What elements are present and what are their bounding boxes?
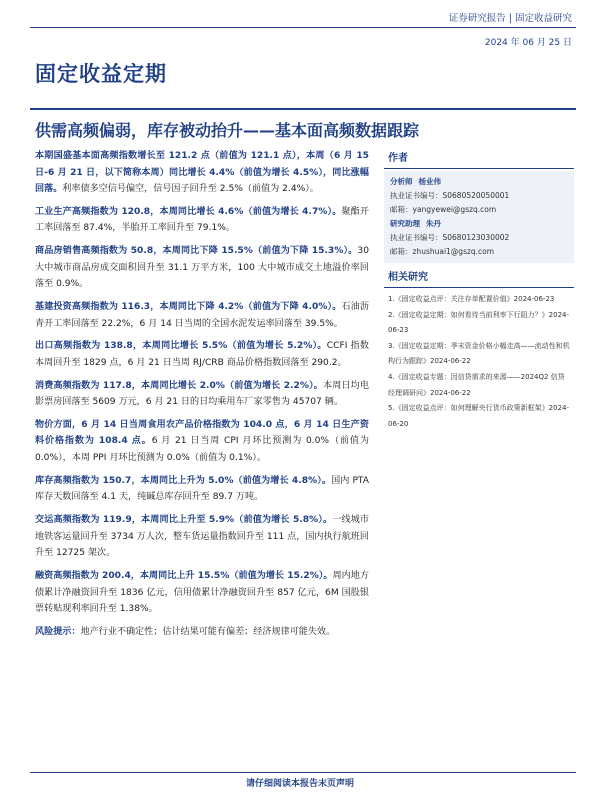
paragraph-highlight: 商品房销售高频指数为 50.8，本周同比下降 15.5%（前值为下降 15.3%）。 bbox=[35, 246, 358, 257]
author-entry bbox=[390, 217, 568, 231]
footer-divider bbox=[30, 772, 576, 773]
paragraph-text: 30 大中城市商品房成交面积回升至 31.1 万平方米，100 大中城市成交土地溢价率回落至 0.9%。 bbox=[35, 246, 369, 290]
summary-paragraph bbox=[35, 204, 369, 237]
report-date: 2024 年 06 月 25 日 bbox=[484, 38, 572, 48]
paragraph-text: 本周日均电影票房回落至 5609 万元，6 月 21 日的日均乘用车厂家零售为 45707 辆。 bbox=[35, 380, 369, 408]
summary-paragraph bbox=[35, 299, 369, 332]
summary-paragraph bbox=[35, 243, 369, 293]
paragraph-text: CCFI 指数本周回升至 1829 点，6 月 21 日当周 RJ/CRB 商品价格指数回落至 290.2。 bbox=[35, 341, 369, 368]
summary-paragraph bbox=[35, 417, 369, 467]
summary-paragraph bbox=[35, 148, 369, 198]
summary-paragraph bbox=[35, 338, 369, 371]
research-link[interactable]: 4.《固定收益专题：因信贷需求的来源——2024Q2 信贷经理调研问》2024-06-22 bbox=[388, 372, 565, 397]
paragraph-highlight: 基建投资高频指数为 116.3，本周同比下降 4.2%（前值为下降 4.0%）。 bbox=[35, 302, 342, 313]
sidebar bbox=[384, 147, 574, 432]
paragraph-text: 地产行业不确定性；估计结果可能有偏差；经济规律可能失效。 bbox=[80, 626, 336, 637]
related-research-heading: 相关研究 bbox=[384, 266, 574, 288]
summary-paragraph bbox=[35, 512, 369, 562]
paragraph-text: 石油沥青开工率回落至 22.2%，6 月 14 日当周的全国水泥发运率回落至 39.5%。 bbox=[35, 302, 369, 329]
doc-type-label: 证券研究报告 | 固定收益研究 bbox=[448, 13, 572, 24]
research-link[interactable]: 5.《固定收益点评：如何理解央行货币政策新框架》2024-06-20 bbox=[388, 404, 570, 428]
report-category: 固定收益定期 bbox=[35, 62, 167, 86]
paragraph-text: 国内 PTA 库存天数回落至 4.1 天，纯碱总库存回升至 89.7 万吨。 bbox=[35, 475, 369, 503]
paragraph-highlight: 库存高频指数为 150.7，本周同比上升为 5.0%（前值为增长 4.8%）。 bbox=[35, 475, 332, 486]
paragraph-highlight: 交运高频指数为 119.9，本周同比上升至 5.9%（前值为增长 5.8%）。 bbox=[35, 515, 333, 526]
author-role: 分析师 bbox=[390, 177, 413, 186]
author-entry bbox=[390, 175, 568, 189]
author-role: 研究助理 bbox=[390, 219, 420, 228]
research-link[interactable]: 1.《固定收益点评：关注存单配置价值》2024-06-23 bbox=[388, 295, 555, 303]
author-license: 执业证书编号：S0680123030002 bbox=[390, 233, 510, 242]
summary-body bbox=[35, 148, 369, 646]
research-link[interactable]: 2.《固定收益定期：如何看待当前利率下行阻力？》2024-06-23 bbox=[388, 310, 570, 335]
report-headline: 供需高频偏弱，库存被动抬升——基本面高频数据跟踪 bbox=[35, 121, 420, 140]
paragraph-highlight: 物价方面，6 月 14 日当周食用农产品价格指数为 104.0 点，6 月 14 日生产资料价格指数为 108.4 点。 bbox=[35, 419, 369, 447]
author-name: 杨业伟 bbox=[418, 177, 441, 186]
paragraph-highlight: 消费高频指数为 117.8，本周同比增长 2.0%（前值为增长 2.2%）。 bbox=[35, 380, 323, 391]
summary-paragraph bbox=[35, 378, 369, 411]
header-divider bbox=[30, 27, 576, 28]
authors-box bbox=[384, 171, 574, 263]
author-license: 执业证书编号：S0680520050001 bbox=[390, 191, 510, 200]
paragraph-highlight: 出口高频指数为 138.8，本周同比增长 5.5%（前值为增长 5.2%）。 bbox=[35, 341, 327, 352]
summary-paragraph bbox=[35, 568, 369, 618]
author-email: 邮箱：yangyewei@gszq.com bbox=[390, 205, 497, 214]
paragraph-text: 一线城市地铁客运量回升至 3734 万人次，整车货运量指数回升至 111 点，国内执行航班回升至 12725 架次。 bbox=[35, 515, 369, 559]
paragraph-text: 周内地方债累计净融资回升至 1836 亿元，信用债累计净融资回升至 857 亿元，6M 国股银票转贴现利率回升至 1.38%。 bbox=[35, 570, 369, 615]
research-link[interactable]: 3.《固定收益定期：季末资金价格小幅走高——流动性和机构行为跟踪》2024-06-22 bbox=[388, 341, 570, 366]
paragraph-text: 聚酯开工率回落至 87.4%，半胎开工率回升至 79.1%。 bbox=[35, 206, 369, 234]
footer-disclaimer: 请仔细阅读本报告末页声明 bbox=[245, 779, 354, 789]
risk-warning bbox=[35, 624, 369, 641]
paragraph-text: 利率债多空信号偏空，信号因子回升至 2.5%（前值为 2.4%）。 bbox=[62, 184, 319, 195]
author-name: 朱丹 bbox=[426, 219, 441, 228]
paragraph-text: 6 月 21 日当周 CPI 月环比预测为 0.0%（前值为 0.0%），本周 PPI 月环比预测为 0.0%（前值为 0.1%）。 bbox=[35, 436, 369, 464]
paragraph-highlight: 本期国盛基本面高频指数增长至 121.2 点（前值为 121.1 点），本周（6 月 15 日-6 月 21 日，以下简称本周）同比增长 4.4%（前值为增长 4.5%），同比涨幅回落。 bbox=[35, 151, 369, 195]
paragraph-highlight: 融资高频指数为 200.4，本周同比上升 15.5%（前值为增长 15.2%）。 bbox=[35, 570, 333, 581]
related-research-list bbox=[384, 288, 574, 432]
title-divider bbox=[30, 108, 576, 110]
paragraph-highlight: 工业生产高频指数为 120.8，本周同比增长 4.6%（前值为增长 4.7%）。 bbox=[35, 206, 342, 217]
authors-heading: 作者 bbox=[384, 147, 574, 169]
paragraph-highlight: 风险提示： bbox=[35, 626, 81, 637]
summary-paragraph bbox=[35, 473, 369, 506]
author-email: 邮箱：zhushuai1@gszq.com bbox=[390, 247, 495, 256]
